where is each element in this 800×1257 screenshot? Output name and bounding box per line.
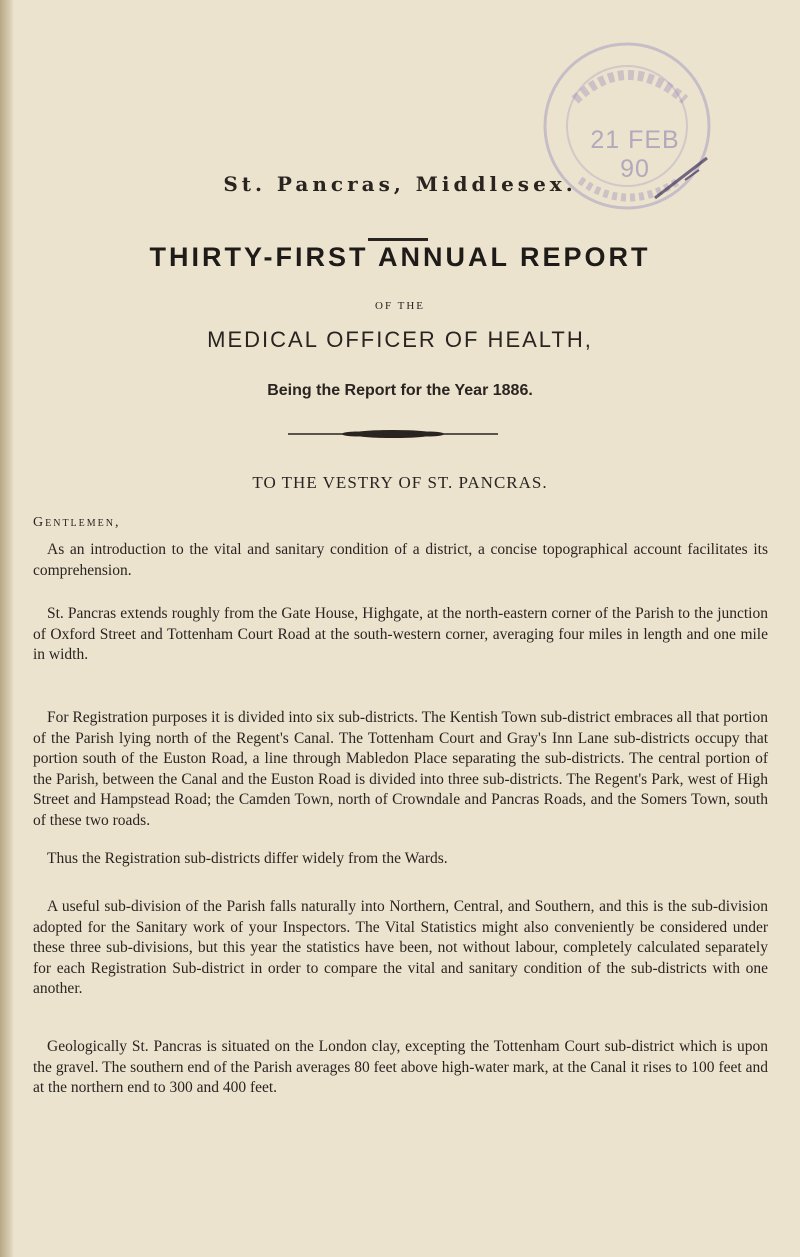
paragraph-extent: St. Pancras extends roughly from the Gate House, Highgate, at the north-eastern corner of the Parish to the junction of Oxford Street and Tottenham Court Road at the south-western corner, averaging four miles in length and one mile in width.: [33, 605, 768, 663]
stamp-date: 21 FEB 90: [590, 126, 680, 183]
paragraph-registration: For Registration purposes it is divided into six sub-districts. The Kentish Town sub-district embraces all that portion of the Parish lying north of the Regent's Canal. The Tottenham Court and Gray's Inn Lane sub-districts occupy that portion south of the Euston Road, a line through Mabledon Place separating the sub-districts. The central portion of the Parish, between the Canal and the Euston Road is divided into three sub-districts. The Regent's Park, west of High Street and Hampstead Road; the Camden Town, north of Crowndale and Pancras Roads, and the Somers Town, south of these two roads.: [33, 709, 768, 829]
report-subtitle: MEDICAL OFFICER OF HEALTH,: [207, 327, 593, 352]
report-title: THIRTY-FIRST ANNUAL REPORT: [149, 242, 651, 272]
letter-addressee: TO THE VESTRY OF ST. PANCRAS.: [252, 473, 548, 492]
title-connector: OF THE: [375, 300, 425, 312]
report-year-line: Being the Report for the Year 1886.: [267, 382, 533, 399]
letter-salutation: Gentlemen,: [33, 515, 121, 530]
paragraph-geology: Geologically St. Pancras is situated on the London clay, excepting the Tottenham Court sub-district which is upon the gravel. The southern end of the Parish averages 80 feet above high-water mark, at the Canal it rises to 100 feet and at the northern end to 300 and 400 feet.: [33, 1038, 768, 1096]
parish-heading: St. Pancras, Middlesex.: [223, 172, 577, 196]
ornamental-divider: [288, 428, 498, 440]
heading-rule: [368, 238, 428, 241]
paragraph-wards: Thus the Registration sub-districts differ widely from the Wards.: [47, 850, 448, 867]
paragraph-introduction: As an introduction to the vital and sanitary condition of a district, a concise topographical account facilitates its comprehension.: [33, 541, 768, 579]
paragraph-subdivision: A useful sub-division of the Parish falls naturally into Northern, Central, and Southern, and this is the sub-division adopted for the Sanitary work of your Inspectors. The Vital Statistics might also conveniently be considered under these three sub-divisions, but this year the statistics have been, not without labour, completely calculated separately for each Registration Sub-district in order to compare the vital and sanitary condition of the sub-districts with one another.: [33, 898, 768, 997]
